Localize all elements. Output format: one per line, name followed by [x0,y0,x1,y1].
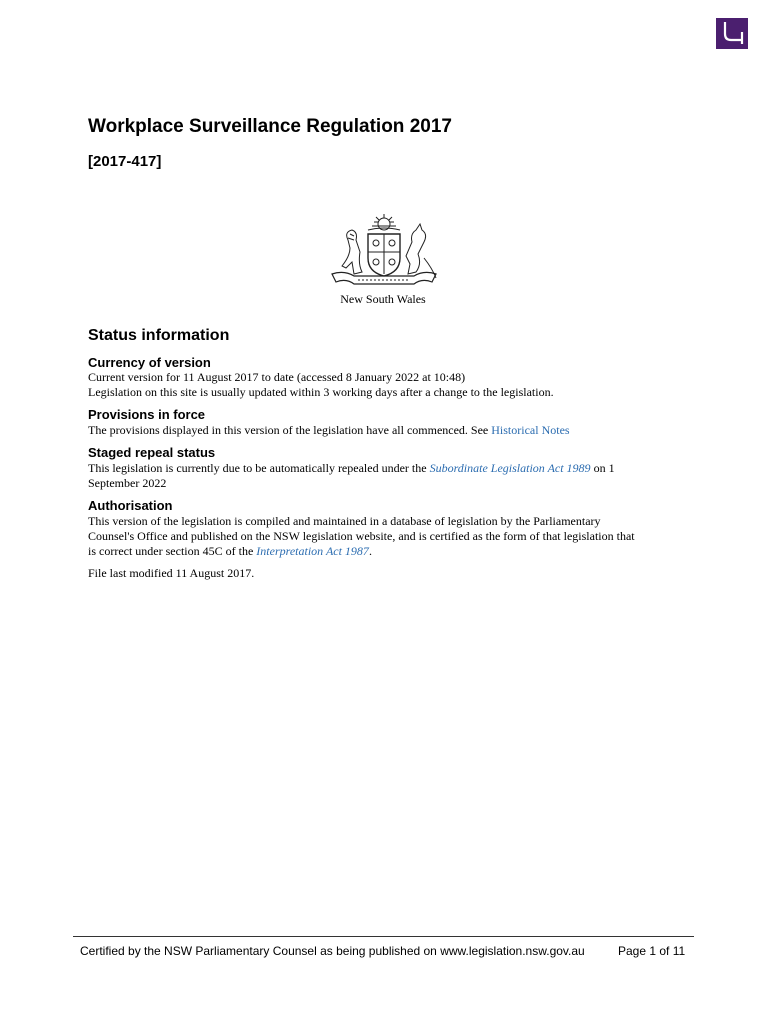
nsw-legislation-logo-icon [716,18,748,49]
authorisation-text-after: . [368,544,372,558]
document-number: [2017-417] [88,153,162,170]
repeal-heading: Staged repeal status [88,445,216,460]
subordinate-legislation-act-link[interactable]: Subordinate Legislation Act 1989 [429,461,591,475]
currency-heading: Currency of version [88,355,211,370]
provisions-text [88,423,570,438]
authorisation-text-before: is correct under section 45C of the [88,544,257,558]
repeal-text-before: This legislation is currently due to be automatically repealed under the [88,461,430,475]
provisions-text-body: The provisions displayed in this version of the legislation have all commenced. See [88,423,492,437]
authorisation-line-3 [88,544,372,559]
interpretation-act-link[interactable]: Interpretation Act 1987 [256,544,369,558]
authorisation-heading: Authorisation [88,498,173,513]
historical-notes-link[interactable]: Historical Notes [491,423,570,437]
authorisation-line-1: This version of the legislation is compiled and maintained in a database of legislation by the Parliamentary [88,514,601,528]
coat-of-arms-icon [324,212,444,292]
repeal-line-2: September 2022 [88,476,167,490]
file-modified: File last modified 11 August 2017. [88,566,255,580]
repeal-line-1 [88,461,615,476]
crest-caption: New South Wales [340,292,426,306]
footer-certified: Certified by the NSW Parliamentary Counsel as being published on www.legislation.nsw.gov.au [80,944,585,958]
currency-line-2: Legislation on this site is usually updated within 3 working days after a change to the legislation. [88,385,554,399]
footer-divider [73,936,694,937]
repeal-text-after: on 1 [590,461,615,475]
page-number: Page 1 of 11 [618,944,686,958]
provisions-heading: Provisions in force [88,407,206,422]
currency-line-1: Current version for 11 August 2017 to date (accessed 8 January 2022 at 10:48) [88,370,466,384]
authorisation-line-2: Counsel's Office and published on the NSW legislation website, and is certified as the form of that legislation that [88,529,635,543]
document-title: Workplace Surveillance Regulation 2017 [88,116,452,137]
status-heading: Status information [88,327,230,344]
